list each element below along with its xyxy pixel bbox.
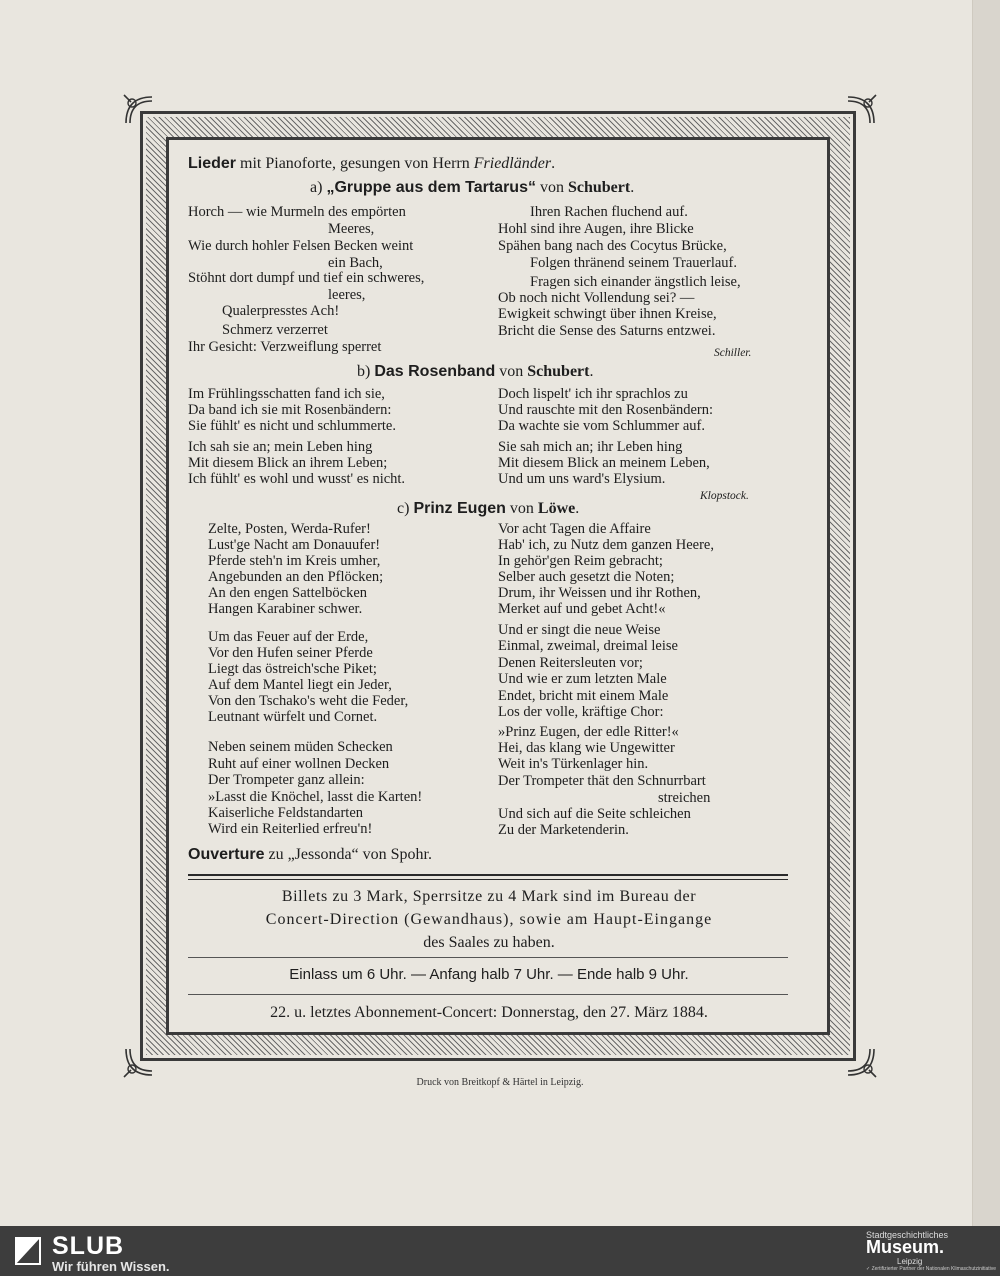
song-b-author: Klopstock. (700, 490, 749, 502)
verse-line: Hangen Karabiner schwer. (208, 601, 363, 617)
verse-line: leeres, (328, 287, 366, 303)
verse-line: Folgen thränend seinem Trauerlauf. (530, 255, 737, 271)
verse-line: Liegt das östreich'sche Piket; (208, 661, 377, 677)
verse-line: Neben seinem müden Schecken (208, 739, 393, 755)
verse-line: Hohl sind ihre Augen, ihre Blicke (498, 221, 694, 237)
verse-line: streichen (658, 790, 711, 806)
verse-line: Vor den Hufen seiner Pferde (208, 645, 373, 661)
verse-line: Endet, bricht mit einem Male (498, 688, 669, 704)
double-rule-bottom (188, 879, 788, 880)
verse-line: Einmal, zweimal, dreimal leise (498, 638, 678, 654)
verse-line: Ewigkeit schwingt über ihnen Kreise, (498, 306, 717, 322)
slub-brand[interactable]: SLUB (52, 1232, 125, 1260)
museum-logo[interactable]: Museum. (866, 1237, 945, 1257)
verse-line: Merket auf und gebet Acht!« (498, 601, 666, 617)
verse-line: An den engen Sattelböcken (208, 585, 368, 601)
times-line (196, 966, 782, 984)
verse-line: Lust'ge Nacht am Donauufer! (208, 537, 381, 553)
double-rule-top (188, 874, 788, 876)
museum-city: Leipzig (897, 1257, 923, 1266)
museum-certification-note: ✓ Zertifizierter Partner der Nationalen Klimaschutzinitiative (866, 1266, 997, 1272)
song-c-name: Prinz Eugen (413, 500, 506, 517)
lieder-text: mit Pianoforte, gesungen von Herrn (236, 155, 474, 172)
song-a-title (310, 179, 634, 196)
verse-line: Selber auch gesetzt die Noten; (498, 569, 675, 585)
verse-line: Angebunden an den Pflöcken; (208, 569, 384, 585)
verse-line: Sie sah mich an; ihr Leben hing (498, 439, 683, 455)
verse-line: Und er singt die neue Weise (498, 622, 661, 638)
overture-text: zu „Jessonda“ von Spohr. (264, 846, 432, 863)
corner-ornament-icon (122, 1045, 156, 1079)
verse-line: In gehör'gen Reim gebracht; (498, 553, 663, 569)
verse-line: ein Bach, (328, 255, 383, 271)
verse-line: Los der volle, kräftige Chor: (498, 704, 664, 720)
verse-line: Leutnant würfelt und Cornet. (208, 709, 378, 725)
verse-line: Da wachte sie vom Schlummer auf. (498, 418, 705, 434)
verse-line: Mit diesem Blick an ihrem Leben; (188, 455, 388, 471)
verse-line: Auf dem Mantel liegt ein Jeder, (208, 677, 392, 693)
verse-line: Ich sah sie an; mein Leben hing (188, 439, 373, 455)
verse-line: Wird ein Reiterlied erfreu'n! (208, 821, 373, 837)
song-a-composer: Schubert (567, 179, 631, 196)
song-c-period: . (575, 500, 580, 517)
times-text: Einlass um 6 Uhr. — Anfang halb 7 Uhr. — Ende halb 9 Uhr. (289, 966, 689, 983)
museum-subtitle: Stadtgeschichtliches (866, 1230, 949, 1240)
verse-line: »Prinz Eugen, der edle Ritter!« (498, 724, 679, 740)
verse-line: Schmerz verzerret (222, 322, 328, 338)
verse-line: Bricht die Sense des Saturns entzwei. (498, 323, 716, 339)
verse-line: Weit in's Türkenlager hin. (498, 756, 649, 772)
verse-line: Der Trompeter ganz allein: (208, 772, 365, 788)
rule (188, 957, 788, 958)
tickets-line: des Saales zu haben. (423, 934, 555, 951)
rule (188, 994, 788, 995)
verse-line: »Lasst die Knöchel, lasst die Karten! (208, 789, 423, 805)
corner-ornament-icon (844, 93, 878, 127)
verse-line: Spähen bang nach des Cocytus Brücke, (498, 238, 727, 254)
tickets-line: Billets zu 3 Mark, Sperrsitze zu 4 Mark sind im Bureau der (281, 888, 697, 905)
song-c-title (397, 500, 579, 517)
verse-line: Und wie er zum letzten Male (498, 671, 667, 687)
verse-line: Ihren Rachen fluchend auf. (530, 204, 688, 220)
verse-line: Und sich auf die Seite schleichen (498, 806, 691, 822)
verse-line: Qualerpresstes Ach! (222, 303, 340, 319)
verse-line: Ruht auf einer wollnen Decken (208, 756, 390, 772)
song-c-by: von (505, 500, 538, 517)
verse-line: Wie durch hohler Felsen Becken weint (188, 238, 414, 254)
verse-line: Stöhnt dort dumpf und tief ein schweres, (188, 270, 425, 286)
lieder-period: . (551, 155, 556, 172)
verse-line: Ob noch nicht Vollendung sei? — (498, 290, 695, 306)
verse-line: Vor acht Tagen die Affaire (498, 521, 651, 537)
lieder-heading (188, 155, 555, 172)
corner-ornament-icon (122, 93, 156, 127)
song-a-by: von (535, 179, 568, 196)
song-b-composer: Schubert (527, 363, 590, 380)
verse-line: Mit diesem Blick an meinem Leben, (498, 455, 710, 471)
tickets-line: Concert-Direction (Gewandhaus), sowie am Haupt-Eingange (265, 911, 713, 928)
lieder-label: Lieder (188, 155, 237, 172)
verse-line: Da band ich sie mit Rosenbändern: (188, 402, 392, 418)
verse-line: Doch lispelt' ich ihr sprachlos zu (498, 386, 688, 402)
overture-line (188, 846, 432, 863)
verse-line: Ihr Gesicht: Verzweiflung sperret (188, 339, 382, 355)
song-b-name: Das Rosenband (374, 363, 496, 380)
verse-line: Drum, ihr Weissen und ihr Rothen, (498, 585, 701, 601)
verse-line: Und rauschte mit den Rosenbändern: (498, 402, 714, 418)
overture-label: Ouverture (188, 846, 265, 863)
printer-credit: Druck von Breitkopf & Härtel in Leipzig. (416, 1077, 584, 1088)
song-a-period: . (630, 179, 635, 196)
slub-logo-icon[interactable] (14, 1236, 42, 1266)
song-b-letter: b) (357, 363, 375, 380)
verse-line: Und um uns ward's Elysium. (498, 471, 666, 487)
singer-name: Friedländer (473, 155, 552, 172)
verse-line: Hei, das klang wie Ungewitter (498, 740, 675, 756)
page-edge (972, 0, 1000, 1226)
song-b-period: . (589, 363, 594, 380)
verse-line: Um das Feuer auf der Erde, (208, 629, 369, 645)
song-c-composer: Löwe (537, 500, 576, 517)
verse-line: Zelte, Posten, Werda-Rufer! (208, 521, 371, 537)
song-b-by: von (495, 363, 528, 380)
verse-line: Sie fühlt' es nicht und schlummerte. (188, 418, 396, 434)
song-c-letter: c) (397, 500, 414, 517)
verse-line: Kaiserliche Feldstandarten (208, 805, 364, 821)
verse-line: Pferde steh'n im Kreis umher, (208, 553, 381, 569)
verse-line: Hab' ich, zu Nutz dem ganzen Heere, (498, 537, 714, 553)
verse-line: Zu der Marketenderin. (498, 822, 629, 838)
verse-line: Im Frühlingsschatten fand ich sie, (188, 386, 385, 402)
song-a-letter: a) (310, 179, 327, 196)
song-a-author: Schiller. (714, 347, 752, 359)
song-b-title (357, 363, 593, 380)
song-a-name: „Gruppe aus dem Tartarus“ (326, 179, 536, 196)
slub-tagline: Wir führen Wissen. (52, 1259, 170, 1274)
verse-line: Meeres, (328, 221, 375, 237)
verse-line: Der Trompeter thät den Schnurrbart (498, 773, 706, 789)
verse-line: Ich fühlt' es wohl und wusst' es nicht. (188, 471, 406, 487)
next-concert-line: 22. u. letztes Abonnement-Concert: Donnerstag, den 27. März 1884. (270, 1004, 708, 1021)
verse-line: Fragen sich einander ängstlich leise, (530, 274, 741, 290)
verse-line: Von den Tschako's weht die Feder, (208, 693, 409, 709)
verse-line: Horch — wie Murmeln des empörten (188, 204, 406, 220)
verse-line: Denen Reitersleuten vor; (498, 655, 643, 671)
corner-ornament-icon (844, 1045, 878, 1079)
